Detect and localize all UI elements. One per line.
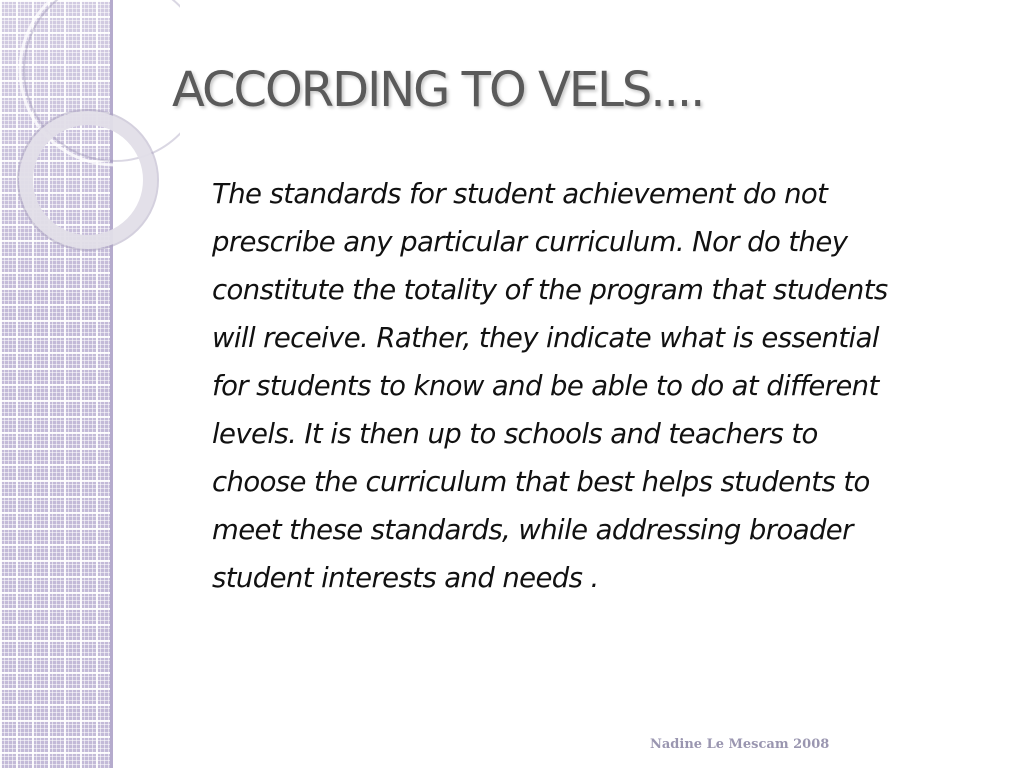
body-line: The standards for student achievement do not bbox=[212, 178, 828, 210]
decorative-circles bbox=[0, 0, 180, 260]
body-line: for students to know and be able to do at different bbox=[212, 370, 879, 402]
body-line: prescribe any particular curriculum. Nor do they bbox=[212, 226, 848, 258]
body-paragraph bbox=[212, 170, 982, 602]
slide-title: ACCORDING TO VELS.... bbox=[172, 62, 704, 118]
body-line: constitute the totality of the program that students bbox=[212, 274, 888, 306]
body-line: will receive. Rather, they indicate what is essential bbox=[212, 322, 879, 354]
body-line: levels. It is then up to schools and teachers to bbox=[212, 418, 818, 450]
body-line: student interests and needs . bbox=[212, 562, 599, 594]
footer-credit: Nadine Le Mescam 2008 bbox=[650, 737, 830, 752]
body-line: meet these standards, while addressing broader bbox=[212, 514, 853, 546]
decorative-circle-small bbox=[26, 118, 150, 242]
body-line: choose the curriculum that best helps students to bbox=[212, 466, 870, 498]
decorative-circle-small-rim bbox=[18, 110, 158, 250]
